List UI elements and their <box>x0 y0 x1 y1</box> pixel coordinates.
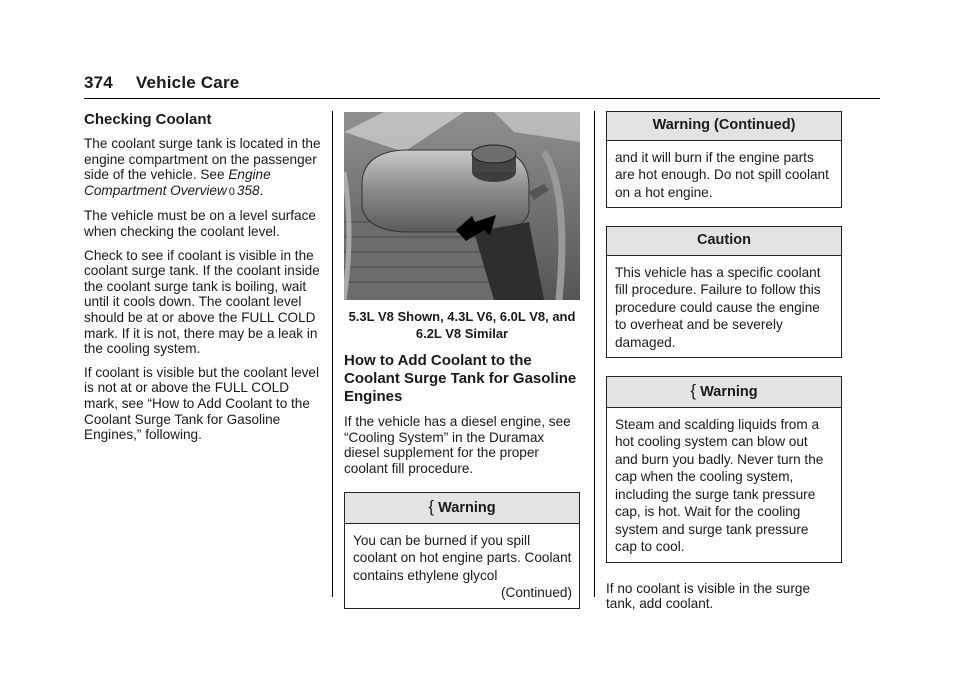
page-header <box>84 73 239 93</box>
figure-caption: 5.3L V8 Shown, 4.3L V6, 6.0L V8, and 6.2L V8 Similar <box>348 309 576 341</box>
paragraph: If coolant is visible but the coolant level is not at or above the FULL COLD mark, see “How to Add Coolant to the Coolant Surge Tank for Gasoline Engines,” following. <box>84 364 320 443</box>
header-rule <box>84 98 880 99</box>
warning-box-steam <box>606 376 842 563</box>
warning-icon: { <box>690 381 697 401</box>
paragraph: Check to see if coolant is visible in the coolant surge tank. If the coolant inside the coolant surge tank is boiling, wait until it cools down. The coolant level should be at or above the FULL COLD mark. If it is not, there may be a leak in the cooling system. <box>84 247 320 357</box>
paragraph: If the vehicle has a diesel engine, see “Cooling System” in the Duramax diesel supplement for the proper coolant fill procedure. <box>344 414 571 476</box>
warning-continued-body: and it will burn if the engine parts are hot enough. Do not spill coolant on a hot engine. <box>615 149 829 200</box>
warning-header: { Warning <box>345 493 579 524</box>
warning-body: You can be burned if you spill coolant on hot engine parts. Coolant contains ethylene glycol (Continued) <box>353 532 572 601</box>
paragraph: The vehicle must be on a level surface when checking the coolant level. <box>84 208 316 239</box>
column-left <box>84 111 324 451</box>
warning-icon: { <box>428 497 435 517</box>
warning-box <box>344 492 580 609</box>
heading-checking-coolant: Checking Coolant <box>84 111 212 128</box>
column-divider <box>594 111 595 597</box>
engine-illustration <box>344 112 580 300</box>
paragraph: The coolant surge tank is located in the engine compartment on the passenger side of the vehicle. See Engine Compartment Overview 0 358. <box>84 136 321 198</box>
warning-body: Steam and scalding liquids from a hot cooling system can blow out and burn you badly. Never turn the cap when the cooling system, including the surge tank pressure cap, is hot. Wait for the cooling system and surge tank pressure cap to cool. <box>615 416 824 555</box>
warning-header: { Warning <box>607 377 841 408</box>
warning-continued-box <box>606 111 842 208</box>
column-divider <box>332 111 333 597</box>
cross-reference-link[interactable]: Engine Compartment Overview <box>84 167 271 198</box>
heading-add-coolant: How to Add Coolant to the Coolant Surge Tank for Gasoline Engines <box>344 352 577 405</box>
page-ref-arrow-icon: 0 <box>228 185 235 198</box>
cross-reference-page[interactable]: 358 <box>236 182 260 198</box>
continued-label: (Continued) <box>500 585 572 601</box>
column-right <box>606 111 842 620</box>
page-number: 374 <box>84 73 113 92</box>
caution-body: This vehicle has a specific coolant fill procedure. Failure to follow this procedure could cause the engine to overheat and be severely damaged. <box>615 264 821 350</box>
caution-header: Caution <box>607 227 841 256</box>
warning-continued-header: Warning (Continued) <box>607 112 841 141</box>
section-title: Vehicle Care <box>135 73 240 92</box>
paragraph: If no coolant is visible in the surge tank, add coolant. <box>606 580 811 612</box>
caution-box <box>606 226 842 358</box>
column-middle <box>344 111 580 627</box>
coolant-tank-photo <box>344 112 580 300</box>
